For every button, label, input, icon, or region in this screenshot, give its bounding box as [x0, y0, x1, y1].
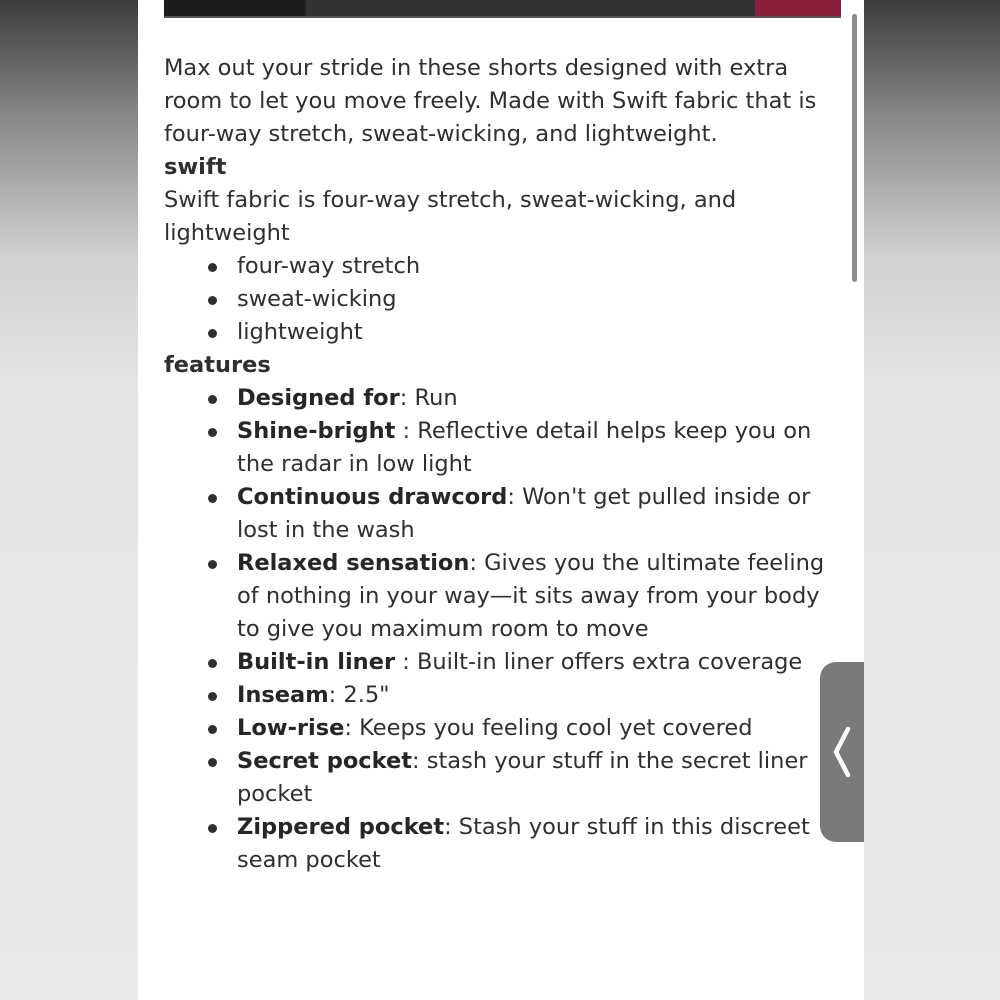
feature-label: Shine-bright: [237, 418, 396, 444]
list-item: [164, 679, 847, 712]
feature-label: Built-in liner: [237, 649, 396, 675]
feature-text: : Won't get pulled inside or lost in the wash: [237, 484, 811, 543]
feature-label: Zippered pocket: [237, 814, 445, 840]
image-strip-accent: [755, 0, 841, 16]
list-item: lightweight: [164, 316, 847, 349]
side-panel-tab[interactable]: [820, 662, 864, 842]
feature-text: : Run: [399, 385, 458, 411]
list-item: [164, 712, 847, 745]
list-item: sweat-wicking: [164, 283, 847, 316]
list-item: [164, 646, 847, 679]
intro-paragraph: Max out your stride in these shorts designed with extra room to let you move freely. Made with Swift fabric that is four-way stretch, sweat-wicking, and lightweight.: [164, 55, 817, 147]
feature-text: : Gives you the ultimate feeling of nothing in your way—it sits away from your body to give you maximum room to move: [237, 550, 825, 642]
feature-text: : Reflective detail helps keep you on the radar in low light: [237, 418, 812, 477]
feature-text: : Stash your stuff in this discreet seam pocket: [237, 814, 810, 873]
product-description: [164, 52, 844, 877]
feature-label: Secret pocket: [237, 748, 413, 774]
feature-label: Inseam: [237, 682, 329, 708]
list-item: [164, 811, 847, 877]
top-image-strip-wrapper: [138, 0, 864, 18]
features-list: [164, 382, 844, 877]
list-item: four-way stretch: [164, 250, 847, 283]
image-strip-dark: [164, 0, 306, 16]
feature-text: : 2.5": [328, 682, 390, 708]
feature-label: Continuous drawcord: [237, 484, 508, 510]
image-strip-mid: [306, 0, 755, 16]
chevron-left-icon: [831, 726, 853, 778]
scrollbar[interactable]: [852, 14, 857, 282]
list-item: [164, 415, 847, 481]
features-heading: features: [164, 352, 271, 378]
list-item: [164, 745, 847, 811]
feature-label: Relaxed sensation: [237, 550, 470, 576]
top-image-strip: [164, 0, 841, 18]
list-item: [164, 382, 847, 415]
feature-text: : Keeps you feeling cool yet covered: [344, 715, 753, 741]
swift-heading: swift: [164, 154, 227, 180]
swift-bullet-list: [164, 250, 844, 349]
feature-text: : stash your stuff in the secret liner pocket: [237, 748, 808, 807]
feature-text: : Built-in liner offers extra coverage: [395, 649, 803, 675]
feature-label: Designed for: [237, 385, 400, 411]
list-item: [164, 481, 847, 547]
feature-label: Low-rise: [237, 715, 345, 741]
list-item: [164, 547, 847, 646]
swift-description: Swift fabric is four-way stretch, sweat-wicking, and lightweight: [164, 187, 737, 246]
